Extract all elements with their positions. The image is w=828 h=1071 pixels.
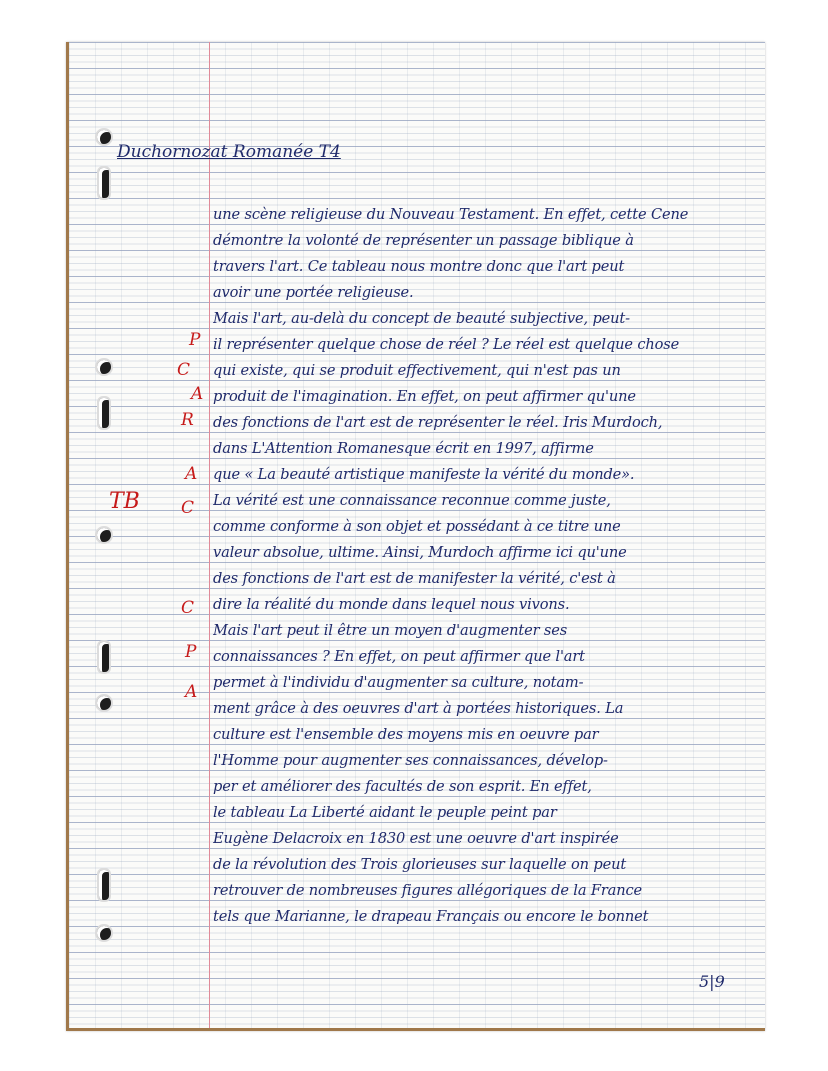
handwritten-body [213, 202, 763, 930]
margin-mark-tb: TB [109, 489, 140, 514]
text-line: tels que Marianne, le drapeau Français ou encore le bonnet [213, 908, 649, 925]
text-line: de la révolution des Trois glorieuses sur laquelle on peut [213, 856, 627, 873]
text-line: travers l'art. Ce tableau nous montre donc que l'art peut [213, 258, 625, 275]
binder-hole [95, 128, 113, 146]
text-line: La vérité est une connaissance reconnue comme juste, [213, 492, 611, 509]
text-line: dans L'Attention Romanesque écrit en 1997, affirme [213, 440, 594, 457]
text-line: le tableau La Liberté aidant le peuple peint par [213, 804, 557, 821]
text-line: une scène religieuse du Nouveau Testament. En effet, cette Cene [213, 206, 689, 223]
text-line: produit de l'imagination. En effet, on peut affirmer qu'une [213, 388, 636, 405]
binder-slot [97, 166, 111, 200]
margin-mark-r: R [181, 410, 194, 430]
text-line: que « La beauté artistique manifeste la vérité du monde». [213, 466, 635, 483]
text-line: culture est l'ensemble des moyens mis en oeuvre par [213, 726, 599, 743]
text-line: Mais l'art peut il être un moyen d'augmenter ses [213, 622, 568, 639]
text-line: retrouver de nombreuses figures allégoriques de la France [213, 882, 642, 899]
text-line: Mais l'art, au-delà du concept de beauté subjective, peut- [213, 310, 630, 327]
text-line: dire la réalité du monde dans lequel nous vivons. [213, 596, 570, 613]
text-line: permet à l'individu d'augmenter sa culture, notam- [213, 674, 584, 691]
text-line: l'Homme pour augmenter ses connaissances, dévelop- [213, 752, 608, 769]
margin-mark-c: C [177, 360, 191, 380]
binder-hole [95, 358, 113, 376]
text-line: qui existe, qui se produit effectivement, qui n'est pas un [213, 362, 621, 379]
page-number: 5|9 [699, 972, 725, 991]
margin-mark-a: A [185, 464, 198, 484]
margin-mark-a: A [185, 682, 198, 702]
binder-slot [97, 868, 111, 902]
margin-mark-c: C [181, 598, 195, 618]
text-line: per et améliorer des facultés de son esprit. En effet, [213, 778, 592, 795]
text-line: des fonctions de l'art est de représenter le réel. Iris Murdoch, [213, 414, 663, 431]
margin-mark-p: P [185, 642, 197, 662]
notebook-page [66, 42, 765, 1031]
binder-slot [97, 640, 111, 674]
margin-line [209, 42, 210, 1028]
text-line: valeur absolue, ultime. Ainsi, Murdoch affirme ici qu'une [213, 544, 627, 561]
text-line: connaissances ? En effet, on peut affirmer que l'art [213, 648, 585, 665]
binder-hole [95, 526, 113, 544]
author-header: Duchornozat Romanée T4 [117, 142, 341, 162]
text-line: comme conforme à son objet et possédant à ce titre une [213, 518, 621, 535]
text-line: ment grâce à des oeuvres d'art à portées historiques. La [213, 700, 624, 717]
margin-mark-a: A [191, 384, 204, 404]
margin-mark-c: C [181, 498, 195, 518]
binder-hole [95, 694, 113, 712]
text-line: il représenter quelque chose de réel ? Le réel est quelque chose [213, 336, 680, 353]
text-line: Eugène Delacroix en 1830 est une oeuvre d'art inspirée [213, 830, 619, 847]
text-line: démontre la volonté de représenter un passage biblique à [213, 232, 634, 249]
binder-hole [95, 924, 113, 942]
binder-slot [97, 396, 111, 430]
text-line: des fonctions de l'art est de manifester la vérité, c'est à [213, 570, 616, 587]
text-line: avoir une portée religieuse. [213, 284, 414, 301]
margin-mark-p: P [189, 330, 201, 350]
